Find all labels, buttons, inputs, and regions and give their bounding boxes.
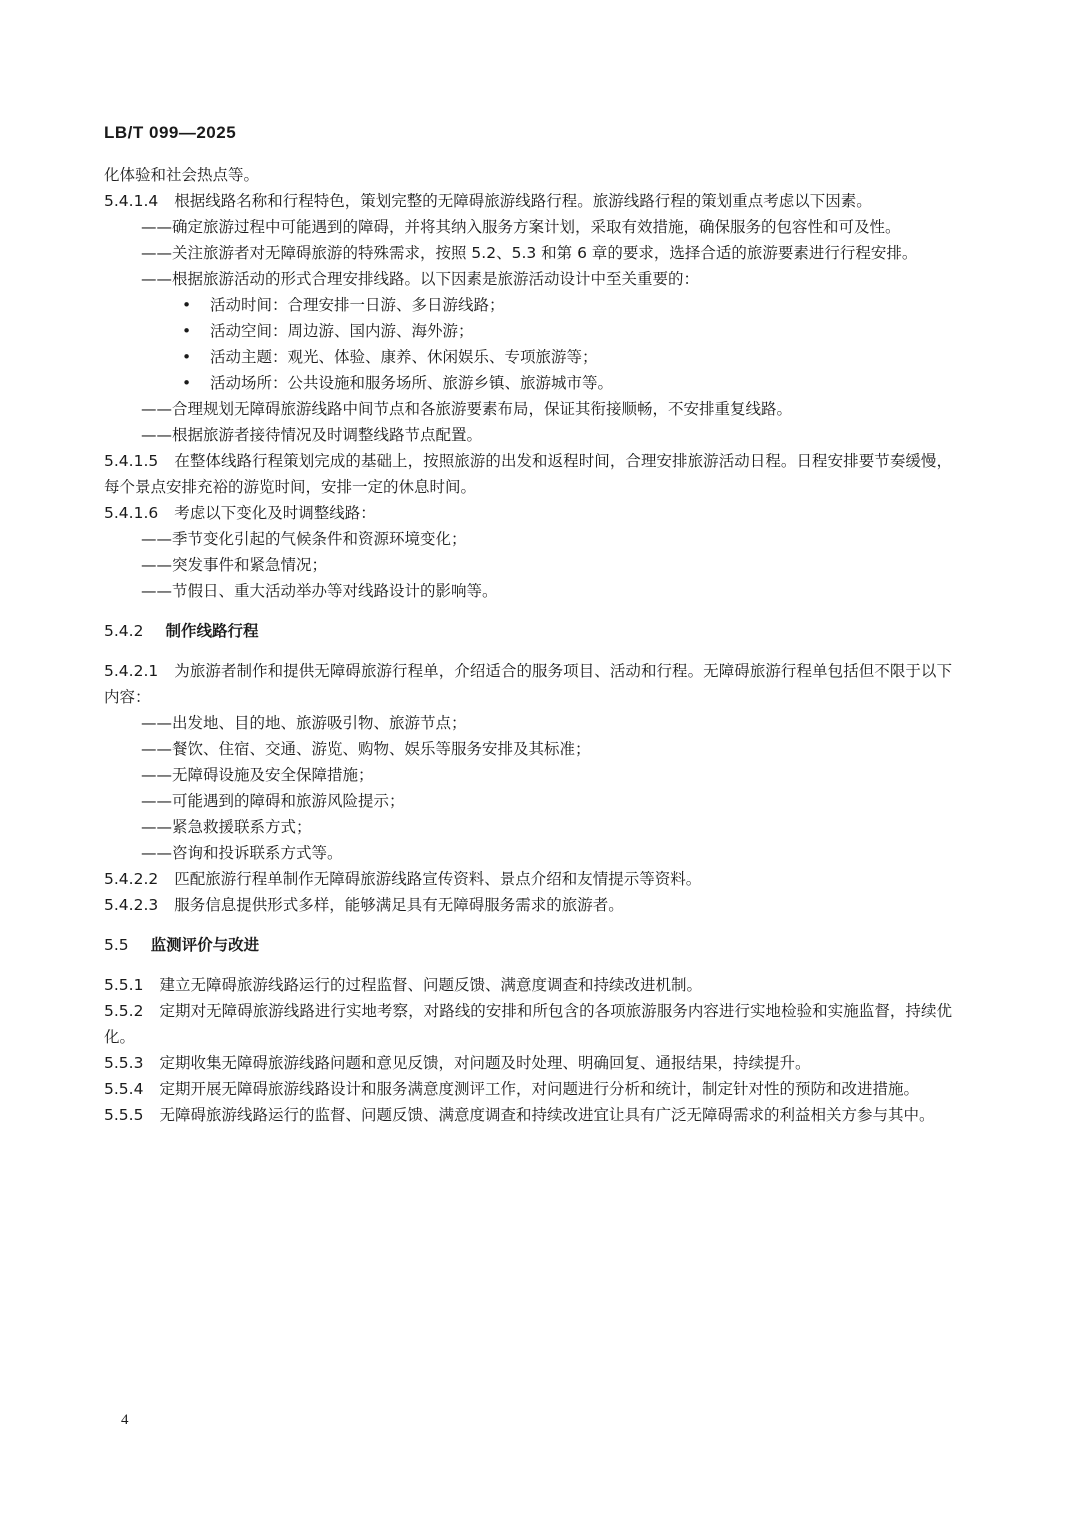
clause-number: 5.5.1	[104, 976, 144, 994]
paragraph-text: 化体验和社会热点等。	[104, 166, 260, 184]
clause-paragraph	[104, 500, 952, 526]
clause-paragraph	[104, 1076, 952, 1102]
clause-number: 5.4.2	[104, 622, 144, 640]
list-item: ——紧急救援联系方式；	[141, 818, 312, 836]
list-item: ——可能遇到的障碍和旅游风险提示；	[141, 792, 405, 810]
paragraph-text: 定期开展无障碍旅游线路设计和服务满意度测评工作，对问题进行分析和统计，制定针对性的预防和改进措施。	[159, 1080, 919, 1098]
paragraph-text: 匹配旅游行程单制作无障碍旅游线路宣传资料、景点介绍和友情提示等资料。	[174, 870, 702, 888]
clause-paragraph	[104, 1050, 952, 1076]
clause-paragraph	[104, 892, 952, 918]
bullet-text: 活动时间：合理安排一日游、多日游线路；	[210, 296, 505, 314]
clause-number: 5.4.1.5	[104, 452, 159, 470]
clause-number: 5.4.1.6	[104, 504, 159, 522]
clause-paragraph	[104, 972, 952, 998]
clause-number: 5.4.2.3	[104, 896, 159, 914]
paragraph-text: 定期对无障碍旅游线路进行实地考察，对路线的安排和所包含的各项旅游服务内容进行实地检验和实施监督，持续优化。	[104, 1002, 952, 1046]
list-item: ——根据旅游活动的形式合理安排线路。以下因素是旅游活动设计中至关重要的：	[141, 270, 700, 288]
bullet-icon: •	[182, 374, 192, 392]
paragraph-text: 考虑以下变化及时调整线路：	[174, 504, 376, 522]
list-item: ——确定旅游过程中可能遇到的障碍，并将其纳入服务方案计划，采取有效措施，确保服务的包容性和可及性。	[141, 218, 901, 236]
paragraph-text: 无障碍旅游线路运行的监督、问题反馈、满意度调查和持续改进宜让具有广泛无障碍需求的利益相关方参与其中。	[159, 1106, 935, 1124]
clause-number: 5.4.1.4	[104, 192, 159, 210]
bullet-text: 活动主题：观光、体验、康养、休闲娱乐、专项旅游等；	[210, 348, 598, 366]
list-item: ——关注旅游者对无障碍旅游的特殊需求，按照 5.2、5.3 和第 6 章的要求，选择合适的旅游要素进行行程安排。	[141, 244, 918, 262]
bullet-icon: •	[182, 348, 192, 366]
list-item: ——季节变化引起的气候条件和资源环境变化；	[141, 530, 467, 548]
clause-number: 5.5	[104, 936, 129, 954]
paragraph-text: 在整体线路行程策划完成的基础上，按照旅游的出发和返程时间，合理安排旅游活动日程。日程安排要节奏缓慢，每个景点安排充裕的游览时间，安排一定的休息时间。	[104, 452, 952, 496]
heading-text: 监测评价与改进	[150, 936, 260, 954]
clause-paragraph	[104, 448, 952, 500]
bullet-item	[104, 344, 952, 370]
list-item: ——餐饮、住宿、交通、游览、购物、娱乐等服务安排及其标准；	[141, 740, 591, 758]
heading-text: 制作线路行程	[165, 622, 259, 640]
bullet-item	[104, 370, 952, 396]
clause-number: 5.4.2.2	[104, 870, 159, 888]
bullet-icon: •	[182, 296, 192, 314]
standard-code: LB/T 099—2025	[104, 123, 237, 142]
clause-number: 5.5.4	[104, 1080, 144, 1098]
clause-paragraph	[104, 866, 952, 892]
list-item: ——节假日、重大活动举办等对线路设计的影响等。	[141, 582, 498, 600]
document-body	[104, 162, 952, 1128]
paragraph-text: 根据线路名称和行程特色，策划完整的无障碍旅游线路行程。旅游线路行程的策划重点考虑以下因素。	[174, 192, 872, 210]
bullet-text: 活动空间：周边游、国内游、海外游；	[210, 322, 474, 340]
bullet-text: 活动场所：公共设施和服务场所、旅游乡镇、旅游城市等。	[210, 374, 614, 392]
clause-number: 5.5.5	[104, 1106, 144, 1124]
paragraph-text: 为旅游者制作和提供无障碍旅游行程单，介绍适合的服务项目、活动和行程。无障碍旅游行程单包括但不限于以下内容：	[104, 662, 952, 706]
list-item: ——无障碍设施及安全保障措施；	[141, 766, 374, 784]
clause-number: 5.5.2	[104, 1002, 144, 1020]
list-item: ——突发事件和紧急情况；	[141, 556, 328, 574]
bullet-item	[104, 292, 952, 318]
clause-paragraph	[104, 998, 952, 1050]
section-heading	[104, 932, 952, 958]
list-item: ——根据旅游者接待情况及时调整线路节点配置。	[141, 426, 483, 444]
paragraph-text: 定期收集无障碍旅游线路问题和意见反馈，对问题及时处理、明确回复、通报结果，持续提升。	[159, 1054, 811, 1072]
section-heading	[104, 618, 952, 644]
list-item: ——出发地、目的地、旅游吸引物、旅游节点；	[141, 714, 467, 732]
paragraph-text: 建立无障碍旅游线路运行的过程监督、问题反馈、满意度调查和持续改进机制。	[159, 976, 702, 994]
clause-number: 5.5.3	[104, 1054, 144, 1072]
list-item: ——合理规划无障碍旅游线路中间节点和各旅游要素布局，保证其衔接顺畅，不安排重复线路。	[141, 400, 793, 418]
clause-paragraph	[104, 658, 952, 710]
paragraph-text: 服务信息提供形式多样，能够满足具有无障碍服务需求的旅游者。	[174, 896, 624, 914]
bullet-icon: •	[182, 322, 192, 340]
clause-number: 5.4.2.1	[104, 662, 159, 680]
clause-paragraph	[104, 188, 952, 214]
list-item: ——咨询和投诉联系方式等。	[141, 844, 343, 862]
clause-paragraph	[104, 1102, 952, 1128]
page-number: 4	[121, 1412, 129, 1428]
paragraph	[104, 162, 952, 188]
bullet-item	[104, 318, 952, 344]
